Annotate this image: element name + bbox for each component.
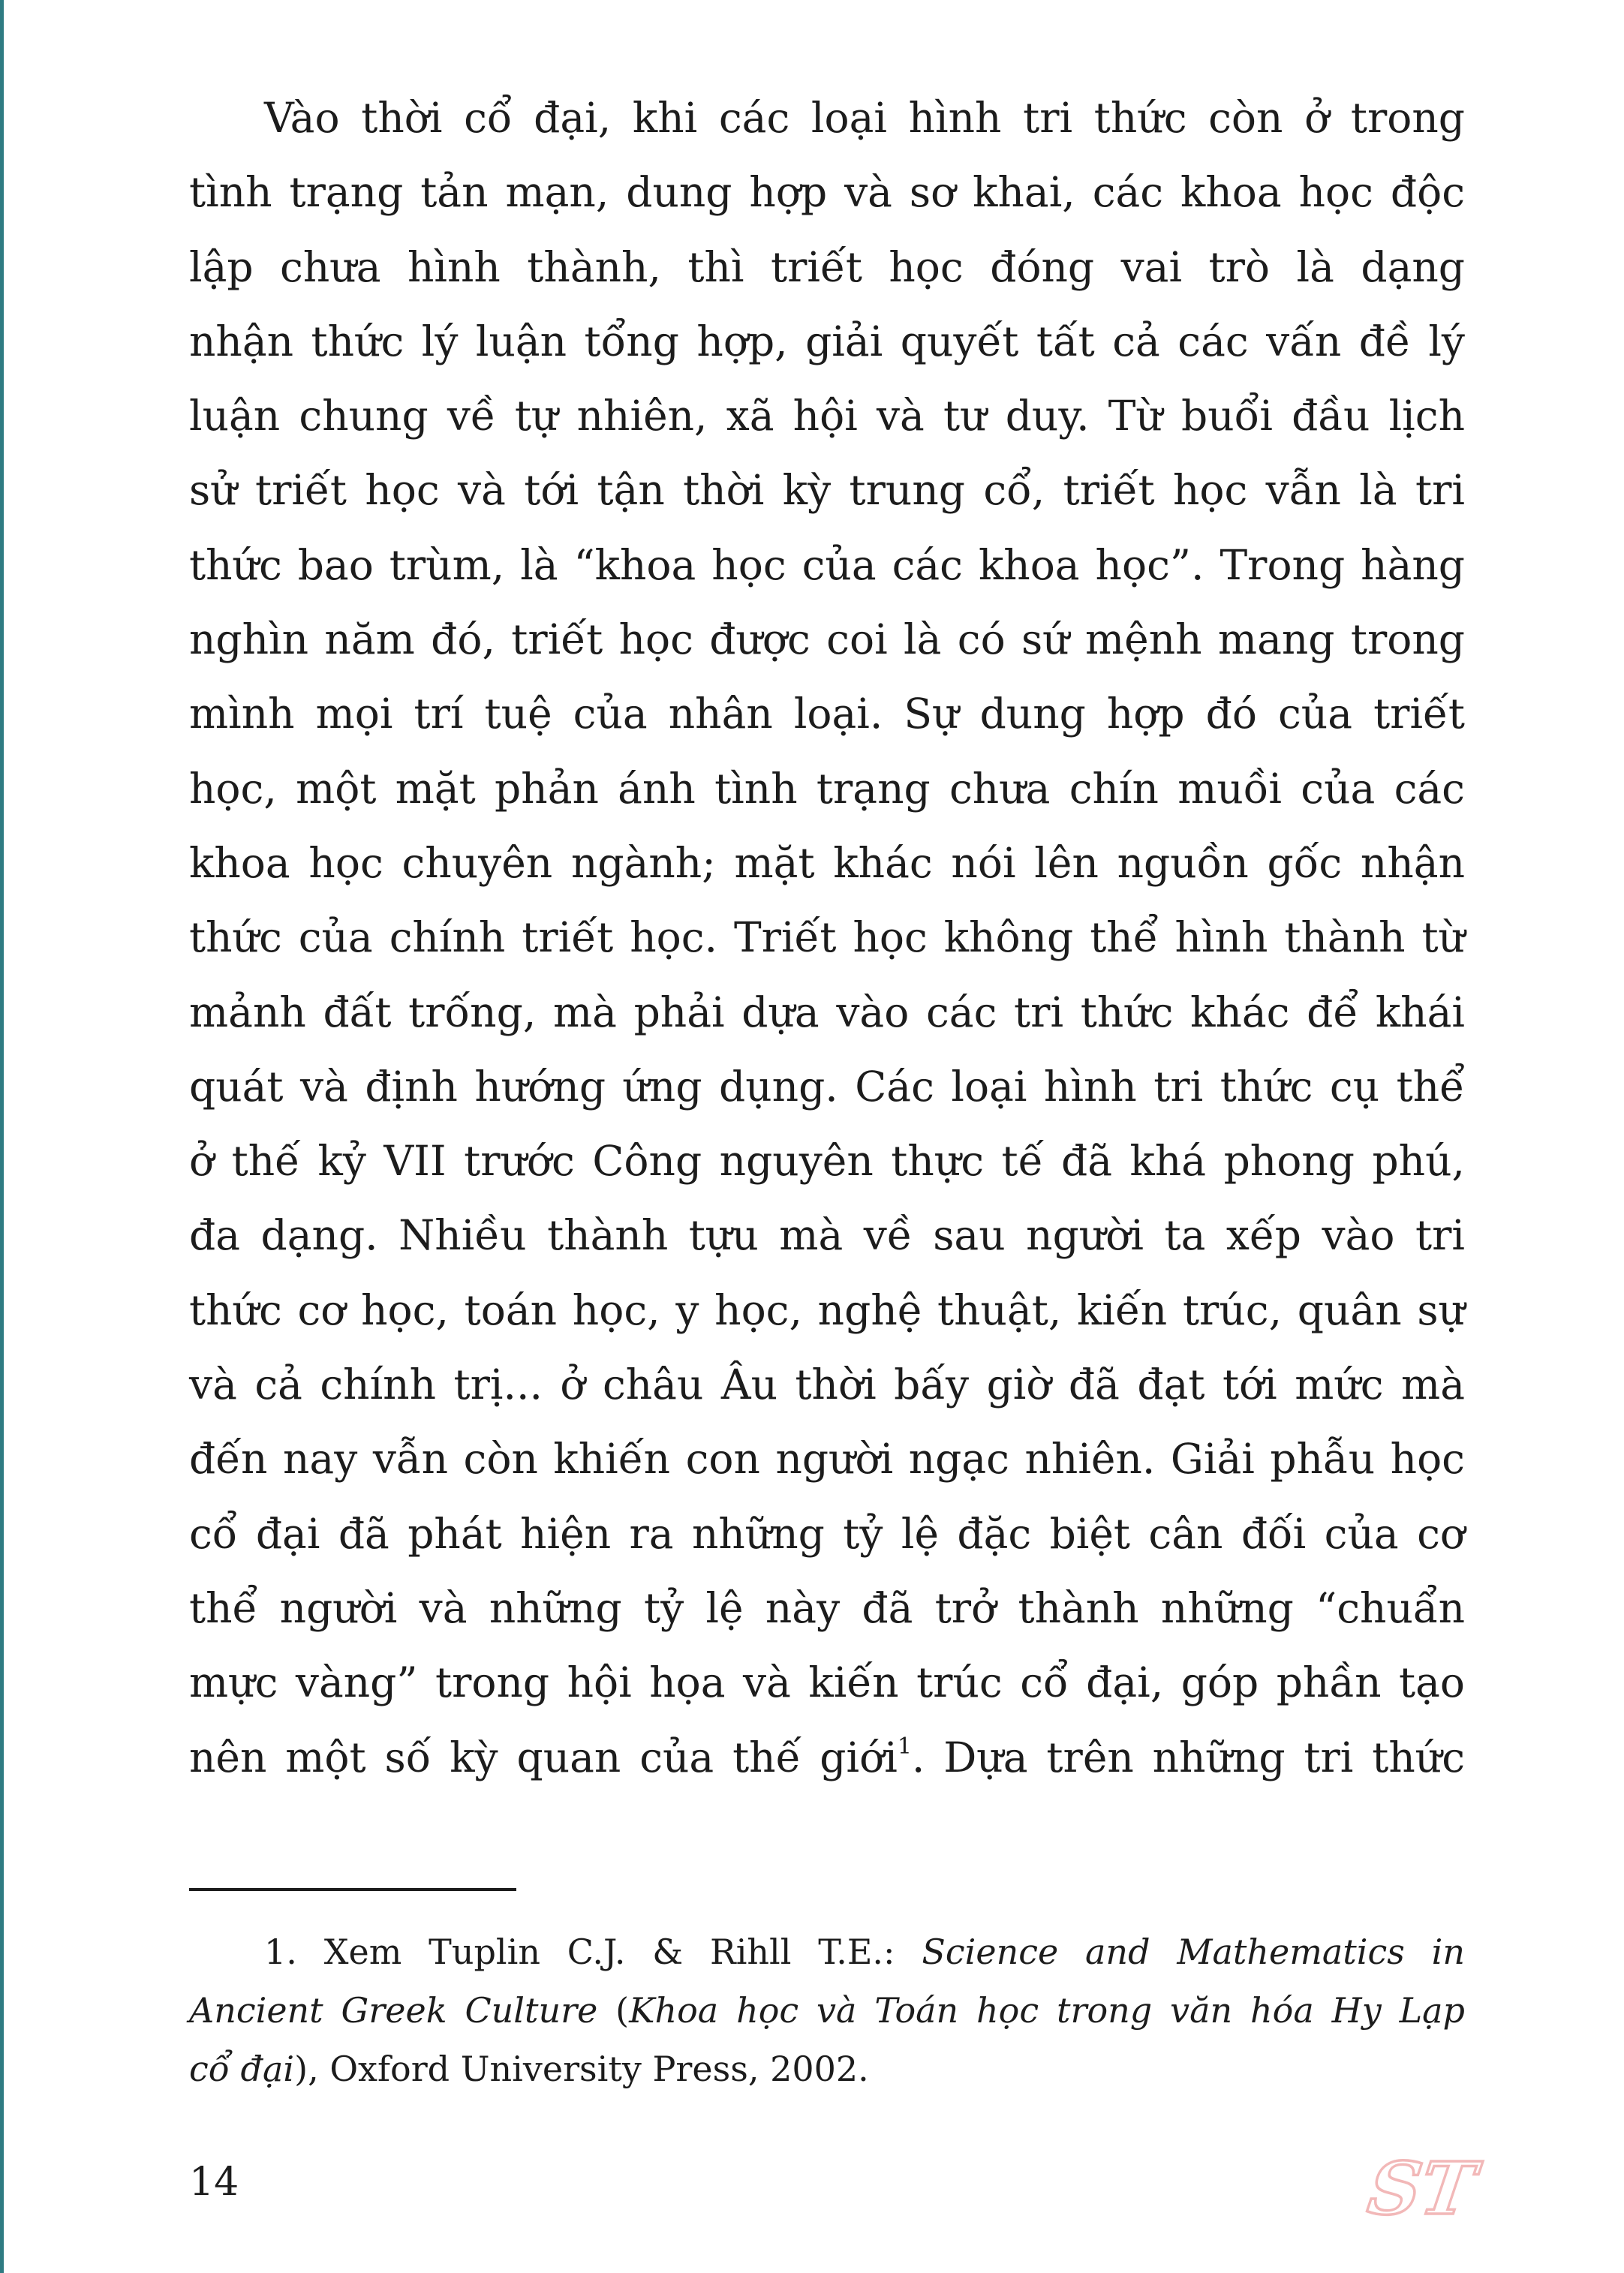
footnote-text: ( <box>597 1990 630 2031</box>
body-line: tình trạng tản mạn, dung hợp và sơ khai, các khoa học độc <box>189 168 1465 217</box>
body-line: đa dạng. Nhiều thành tựu mà về sau người ta xếp vào tri <box>189 1211 1465 1260</box>
footnote-line <box>189 1923 1465 1981</box>
body-text <box>189 81 1465 1795</box>
footnote-translated-title: Khoa học và Toán học trong văn hóa Hy Lạp <box>629 1990 1466 2031</box>
body-line-text: nên một số kỳ quan của thế giới <box>189 1733 898 1781</box>
body-line: thể người và những tỷ lệ này đã trở thành những “chuẩn <box>189 1583 1465 1632</box>
footnote-block <box>189 1923 1465 2098</box>
body-line: cổ đại đã phát hiện ra những tỷ lệ đặc biệt cân đối của cơ <box>189 1509 1465 1558</box>
body-line: Vào thời cổ đại, khi các loại hình tri thức còn ở trong <box>264 94 1465 142</box>
body-line: nghìn năm đó, triết học được coi là có sứ mệnh mang trong <box>189 615 1465 664</box>
body-line: thức bao trùm, là “khoa học của các khoa học”. Trong hàng <box>189 540 1465 589</box>
footnote-line <box>189 2040 1465 2098</box>
footnote-text: ), Oxford University Press, 2002. <box>294 2049 869 2089</box>
footnote-separator <box>189 1888 516 1891</box>
body-line-last <box>189 1721 1465 1795</box>
body-line: đến nay vẫn còn khiến con người ngạc nhiên. Giải phẫu học <box>189 1435 1465 1484</box>
body-line: mực vàng” trong hội họa và kiến trúc cổ đại, góp phần tạo <box>189 1658 1465 1707</box>
body-line: học, một mặt phản ánh tình trạng chưa chín muồi của các <box>189 764 1465 813</box>
body-line: quát và định hướng ứng dụng. Các loại hình tri thức cụ thể <box>189 1062 1465 1111</box>
page-edge-bar <box>0 0 4 2273</box>
body-line: và cả chính trị... ở châu Âu thời bấy giờ đã đạt tới mức mà <box>189 1360 1465 1409</box>
publisher-logo-icon <box>1363 2145 1481 2231</box>
footnote-line <box>189 1981 1465 2040</box>
footnote-title: Ancient Greek Culture <box>189 1990 598 2031</box>
body-line: thức của chính triết học. Triết học không thể hình thành từ <box>189 913 1465 962</box>
body-line: ở thế kỷ VII trước Công nguyên thực tế đã khá phong phú, <box>189 1137 1465 1186</box>
body-line: mình mọi trí tuệ của nhân loại. Sự dung hợp đó của triết <box>189 690 1465 738</box>
body-line: thức cơ học, toán học, y học, nghệ thuật, kiến trúc, quân sự <box>189 1285 1465 1334</box>
body-line: lập chưa hình thành, thì triết học đóng vai trò là dạng <box>189 242 1465 291</box>
body-line: luận chung về tự nhiên, xã hội và tư duy. Từ buổi đầu lịch <box>189 392 1465 440</box>
body-line: mảnh đất trống, mà phải dựa vào các tri thức khác để khái <box>189 988 1465 1036</box>
body-line: khoa học chuyên ngành; mặt khác nói lên nguồn gốc nhận <box>189 838 1465 887</box>
body-line-text: . Dựa trên những tri thức <box>911 1733 1466 1781</box>
body-line: sử triết học và tới tận thời kỳ trung cổ, triết học vẫn là tri <box>189 466 1465 515</box>
footnote-text: 1. Xem Tuplin C.J. & Rihll T.E.: <box>264 1932 922 1972</box>
footnote-reference-mark[interactable]: 1 <box>897 1733 912 1760</box>
footnote-translated-title: cổ đại <box>189 2049 295 2089</box>
page-number: 14 <box>189 2160 239 2205</box>
svg-text:ST: ST <box>1363 2145 1481 2231</box>
body-line: nhận thức lý luận tổng hợp, giải quyết tất cả các vấn đề lý <box>189 317 1465 365</box>
footnote-title: Science and Mathematics in <box>922 1932 1465 1972</box>
